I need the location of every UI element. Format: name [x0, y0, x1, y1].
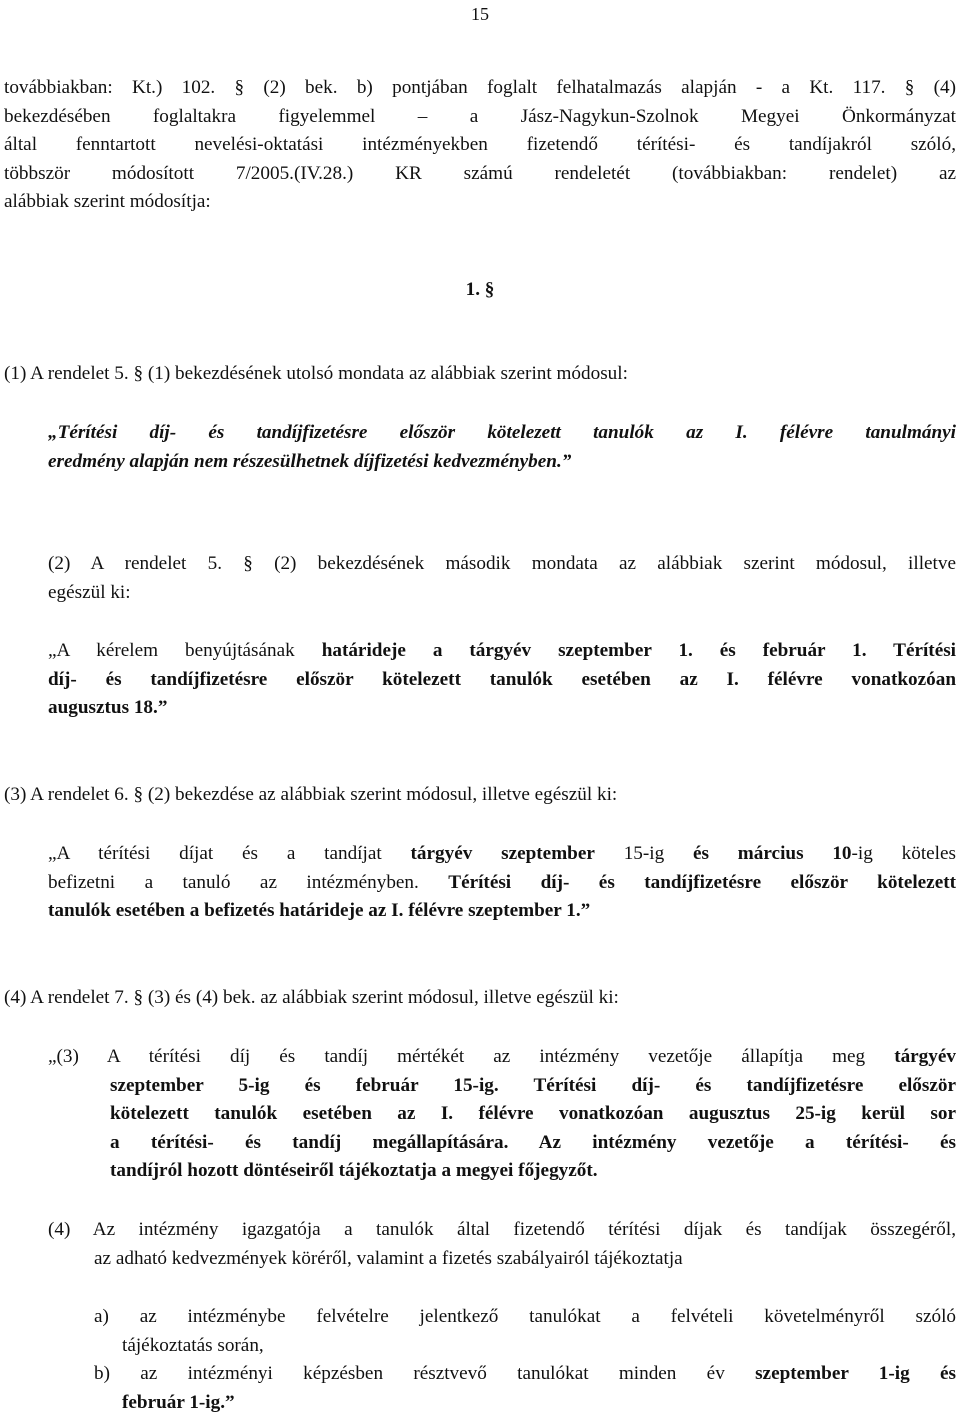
intro-line: által fenntartott nevelési-oktatási intézményekben fizetendő térítési- és tandíjakról szóló, — [4, 134, 956, 156]
intro-line: továbbiakban: Kt.) 102. § (2) bek. b) pontjában foglalt felhatalmazás alapján - a Kt. 117. § (4) — [4, 77, 956, 98]
paragraph-3-quote — [48, 840, 956, 926]
item-line: tájékoztatás során, — [122, 1334, 264, 1356]
sub-text: „(3) A térítési díj és tandíj mértékét az intézmény vezetője állapítja meg — [48, 1046, 895, 1067]
quote-line — [48, 869, 956, 898]
subparagraph-3 — [48, 1043, 956, 1186]
quote-text: befizetni a tanuló az intézményben. — [48, 871, 449, 893]
paragraph-4-intro: (4) A rendelet 7. § (3) és (4) bek. az alábbiak szerint módosul, illetve egészül ki: — [4, 987, 619, 1008]
sub-line — [48, 1129, 956, 1158]
quote-line — [48, 897, 956, 926]
sub-line: (4) Az intézmény igazgatója a tanulók által fizetendő térítési díjak és tandíjak összegéről, — [48, 1219, 956, 1240]
paragraph-1-intro: (1) A rendelet 5. § (1) bekezdésének utolsó mondata az alábbiak szerint módosul: — [4, 363, 628, 384]
sub-text-bold: tárgyév — [894, 1046, 956, 1067]
page-number: 15 — [471, 4, 489, 24]
quote-text-bold: tanulók esetében a befizetés határideje az I. félévre szeptember 1.” — [48, 900, 591, 922]
quote-text-bold: Térítési díj- és tandíjfizetésre először kötelezett — [448, 871, 956, 893]
quote-line: eredmény alapján nem részesülhetnek díjfizetési kedvezményben.” — [48, 450, 572, 472]
paragraph-1-quote — [48, 419, 956, 476]
intro-line: alábbiak szerint módosítja: — [4, 191, 211, 213]
item-text: b) az intézményi képzésben résztvevő tanulókat minden év — [94, 1363, 756, 1384]
intro-line: (2) A rendelet 5. § (2) bekezdésének második mondata az alábbiak szerint módosul, illetve — [48, 553, 956, 574]
quote-text: „A térítési díjat és a tandíjat — [48, 843, 411, 864]
item-line — [94, 1360, 956, 1389]
paragraph-2-quote — [48, 637, 956, 723]
sub-line — [48, 1157, 956, 1186]
subparagraph-4 — [48, 1216, 956, 1273]
sub-text-bold: tandíjról hozott döntéseiről tájékoztatja a megyei főjegyzőt. — [110, 1160, 598, 1182]
sub-text-bold: szeptember 5-ig és február 15-ig. Térítési díj- és tandíjfizetésre először — [110, 1074, 956, 1096]
sub-text-bold: a térítési- és tandíj megállapítására. Az intézmény vezetője a térítési- és — [110, 1131, 956, 1153]
intro-line: bekezdésében foglaltakra figyelemmel – a Jász-Nagykun-Szolnok Megyei Önkormányzat — [4, 105, 956, 127]
sub-line — [48, 1043, 956, 1072]
quote-line — [48, 840, 956, 869]
list-item-b — [94, 1360, 956, 1417]
sub-line — [48, 1100, 956, 1129]
section-heading — [0, 276, 960, 305]
sub-line — [48, 1072, 956, 1101]
intro-paragraph — [4, 74, 956, 217]
sub-text-bold: kötelezett tanulók esetében az I. félévre vonatkozóan augusztus 25-ig kerül sor — [110, 1103, 956, 1125]
item-line — [94, 1389, 956, 1418]
quote-line — [48, 694, 956, 723]
quote-text-bold: és március 10 — [693, 843, 852, 864]
quote-line — [48, 637, 956, 666]
intro-line: egészül ki: — [48, 581, 131, 603]
intro-line: többször módosított 7/2005.(IV.28.) KR számú rendeletét (továbbiakban: rendelet) az — [4, 162, 956, 184]
item-text-bold: február 1-ig.” — [122, 1391, 235, 1413]
item-text-bold: szeptember 1-ig és — [755, 1363, 956, 1384]
item-line: a) az intézménybe felvételre jelentkező tanulókat a felvételi követelményről szóló — [94, 1306, 956, 1327]
quote-line — [48, 666, 956, 695]
quote-text: 15-ig — [594, 843, 694, 864]
quote-text: -ig köteles — [851, 843, 956, 864]
list-item-a — [94, 1303, 956, 1360]
quote-text-bold: tárgyév szeptember — [410, 843, 595, 864]
sub-line: az adható kedvezmények köréről, valamint a fizetés szabályairól tájékoztatja — [94, 1247, 683, 1269]
quote-line: „Térítési díj- és tandíjfizetésre először kötelezett tanulók az I. félévre tanulmányi — [48, 422, 956, 443]
quote-text: „A kérelem benyújtásának — [48, 640, 322, 661]
quote-text-bold: díj- és tandíjfizetésre először kötelezett tanulók esetében az I. félévre vonatkozóan — [48, 668, 956, 690]
paragraph-2-intro — [48, 550, 956, 607]
quote-text-bold: határideje a tárgyév szeptember 1. és február 1. Térítési — [321, 640, 957, 661]
quote-text-bold: augusztus 18.” — [48, 697, 168, 719]
section-heading-text: 1. § — [465, 279, 495, 300]
paragraph-3-intro: (3) A rendelet 6. § (2) bekezdése az alábbiak szerint módosul, illetve egészül ki: — [4, 784, 618, 805]
